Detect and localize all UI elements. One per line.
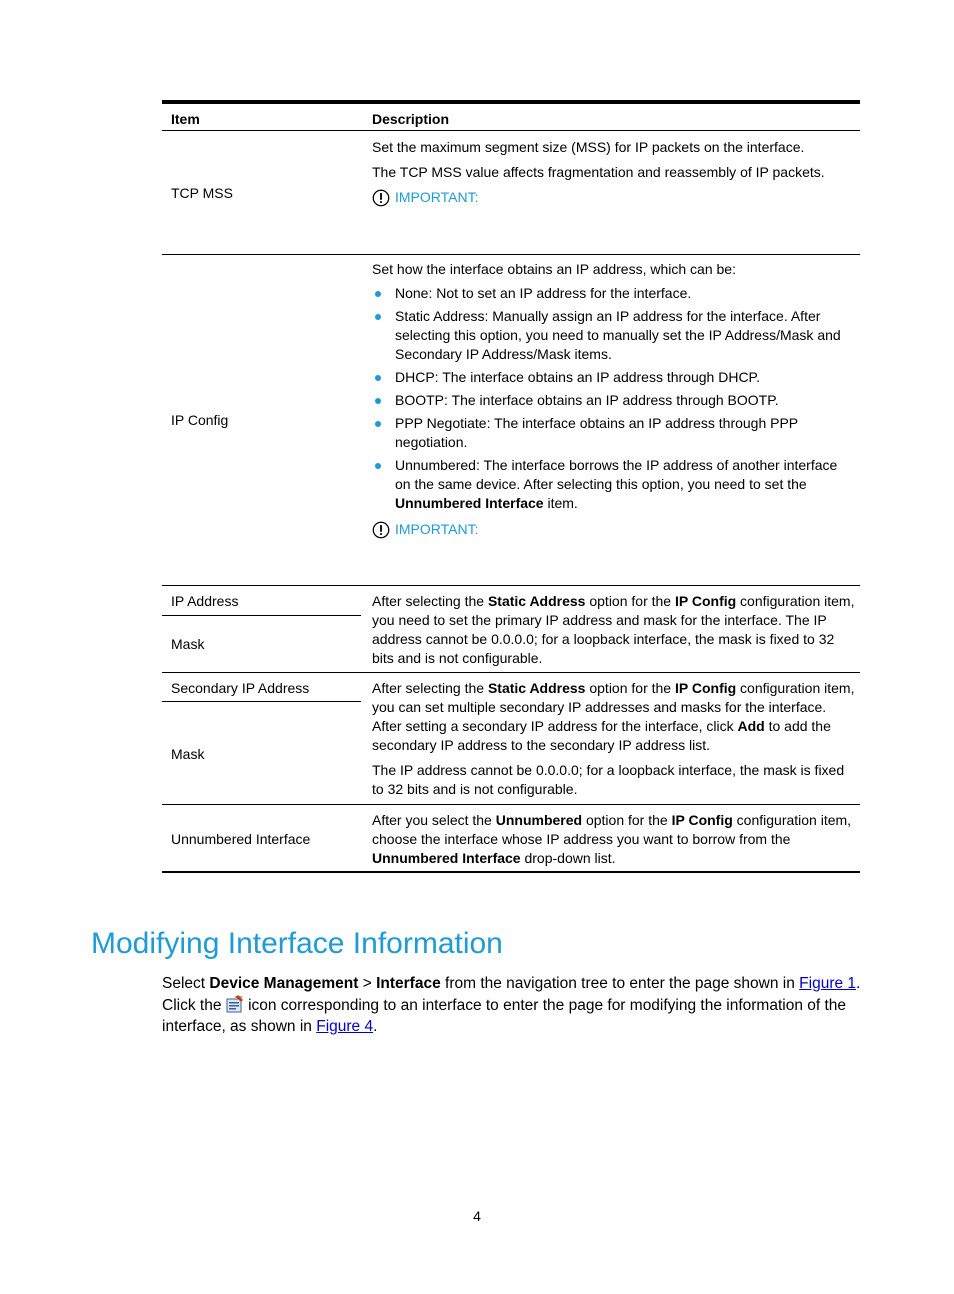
figure-1-link[interactable]: Figure 1 (799, 975, 857, 992)
table-top-rule (162, 100, 860, 104)
bullet-text: None: Not to set an IP address for the interface. (395, 285, 692, 301)
row-rule (162, 585, 860, 586)
para-text: > (358, 975, 377, 992)
para-text: Select (162, 975, 210, 992)
para-text: icon corresponding to an interface to enter the page for modifying the information of the interface, as shown in (162, 996, 847, 1035)
ip-config-important-label: IMPORTANT: (395, 521, 479, 537)
table-bottom-rule (162, 871, 860, 873)
figure-4-link[interactable]: Figure 4 (316, 1018, 374, 1035)
secondary-ip-text-1: After selecting the Static Address option for the IP Config configuration item, you can set multiple secondary IP addresses and masks for the interface. After setting a secondary IP address for the interface, click Add to add the secondary IP address to the secondary IP address list. (372, 680, 855, 753)
ip-config-important-note (372, 520, 856, 539)
row-tcp-mss-description (372, 138, 856, 207)
row-secondary-ip-description (372, 679, 856, 805)
tcp-mss-text-1: Set the maximum segment size (MSS) for IP packets on the interface. (372, 139, 805, 155)
row-secondary-mask-item: Mask (171, 746, 205, 762)
section-heading: Modifying Interface Information (91, 927, 503, 960)
row-ip-address-item: IP Address (171, 593, 239, 609)
row-rule (162, 254, 860, 255)
bullet-text: Unnumbered: The interface borrows the IP address of another interface on the same device. After selecting this option, you need to set the (395, 457, 838, 492)
row-rule (162, 804, 860, 805)
header-rule (162, 130, 860, 131)
list-item (372, 456, 856, 513)
exclamation-circle-icon (372, 521, 390, 539)
tcp-mss-important-label: IMPORTANT: (395, 189, 479, 205)
bullet-text: Static Address: Manually assign an IP address for the interface. After selecting this option, you need to manually set the IP Address/Mask and Secondary IP Address/Mask items. (395, 308, 841, 362)
row-secondary-ip-item: Secondary IP Address (171, 680, 310, 696)
ip-config-intro: Set how the interface obtains an IP address, which can be: (372, 261, 736, 277)
row-tcp-mss-item: TCP MSS (171, 185, 233, 201)
section-paragraph (162, 973, 866, 1038)
list-item (372, 307, 856, 364)
modify-interface-icon (226, 995, 244, 1013)
para-bold-text: Interface (376, 975, 441, 992)
row-unnumbered-description (372, 811, 856, 874)
tcp-mss-text-2: The TCP MSS value affects fragmentation and reassembly of IP packets. (372, 164, 825, 180)
row-ip-address-description (372, 592, 856, 674)
para-text: . (373, 1018, 378, 1035)
ip-config-options-list (372, 284, 856, 513)
row-ip-config-description (372, 260, 856, 539)
secondary-ip-text-2: The IP address cannot be 0.0.0.0; for a loopback interface, the mask is fixed to 32 bits and is not configurable. (372, 762, 845, 797)
header-item: Item (171, 111, 200, 127)
row-ip-config-item: IP Config (171, 412, 229, 428)
para-text: . Click the (162, 975, 861, 1014)
list-item (372, 368, 856, 387)
ip-address-text: After selecting the Static Address option for the IP Config configuration item, you need to set the primary IP address and mask for the interface. The IP address cannot be 0.0.0.0; for a loopback interface, the mask is fixed to 32 bits and is not configurable. (372, 593, 855, 666)
unnumbered-text: After you select the Unnumbered option for the IP Config configuration item, choose the interface whose IP address you want to borrow from the Unnumbered Interface drop-down list. (372, 812, 852, 866)
page-number: 4 (473, 1208, 481, 1224)
tcp-mss-important-note (372, 188, 856, 207)
list-item (372, 391, 856, 410)
row-unnumbered-item: Unnumbered Interface (171, 831, 311, 847)
list-item (372, 284, 856, 303)
exclamation-circle-icon (372, 189, 390, 207)
para-bold-text: Device Management (209, 975, 359, 992)
para-text: from the navigation tree to enter the page shown in (440, 975, 800, 992)
bullet-text: item. (543, 495, 578, 511)
row-mask-item: Mask (171, 636, 205, 652)
bullet-text: BOOTP: The interface obtains an IP address through BOOTP. (395, 392, 779, 408)
bullet-text: PPP Negotiate: The interface obtains an IP address through PPP negotiation. (395, 415, 798, 450)
bullet-bold-text: Unnumbered Interface (395, 495, 544, 511)
bullet-text: DHCP: The interface obtains an IP address through DHCP. (395, 369, 760, 385)
header-description: Description (372, 111, 450, 127)
row-rule (162, 701, 361, 702)
row-rule (162, 615, 361, 616)
list-item (372, 414, 856, 452)
row-rule (162, 672, 860, 673)
